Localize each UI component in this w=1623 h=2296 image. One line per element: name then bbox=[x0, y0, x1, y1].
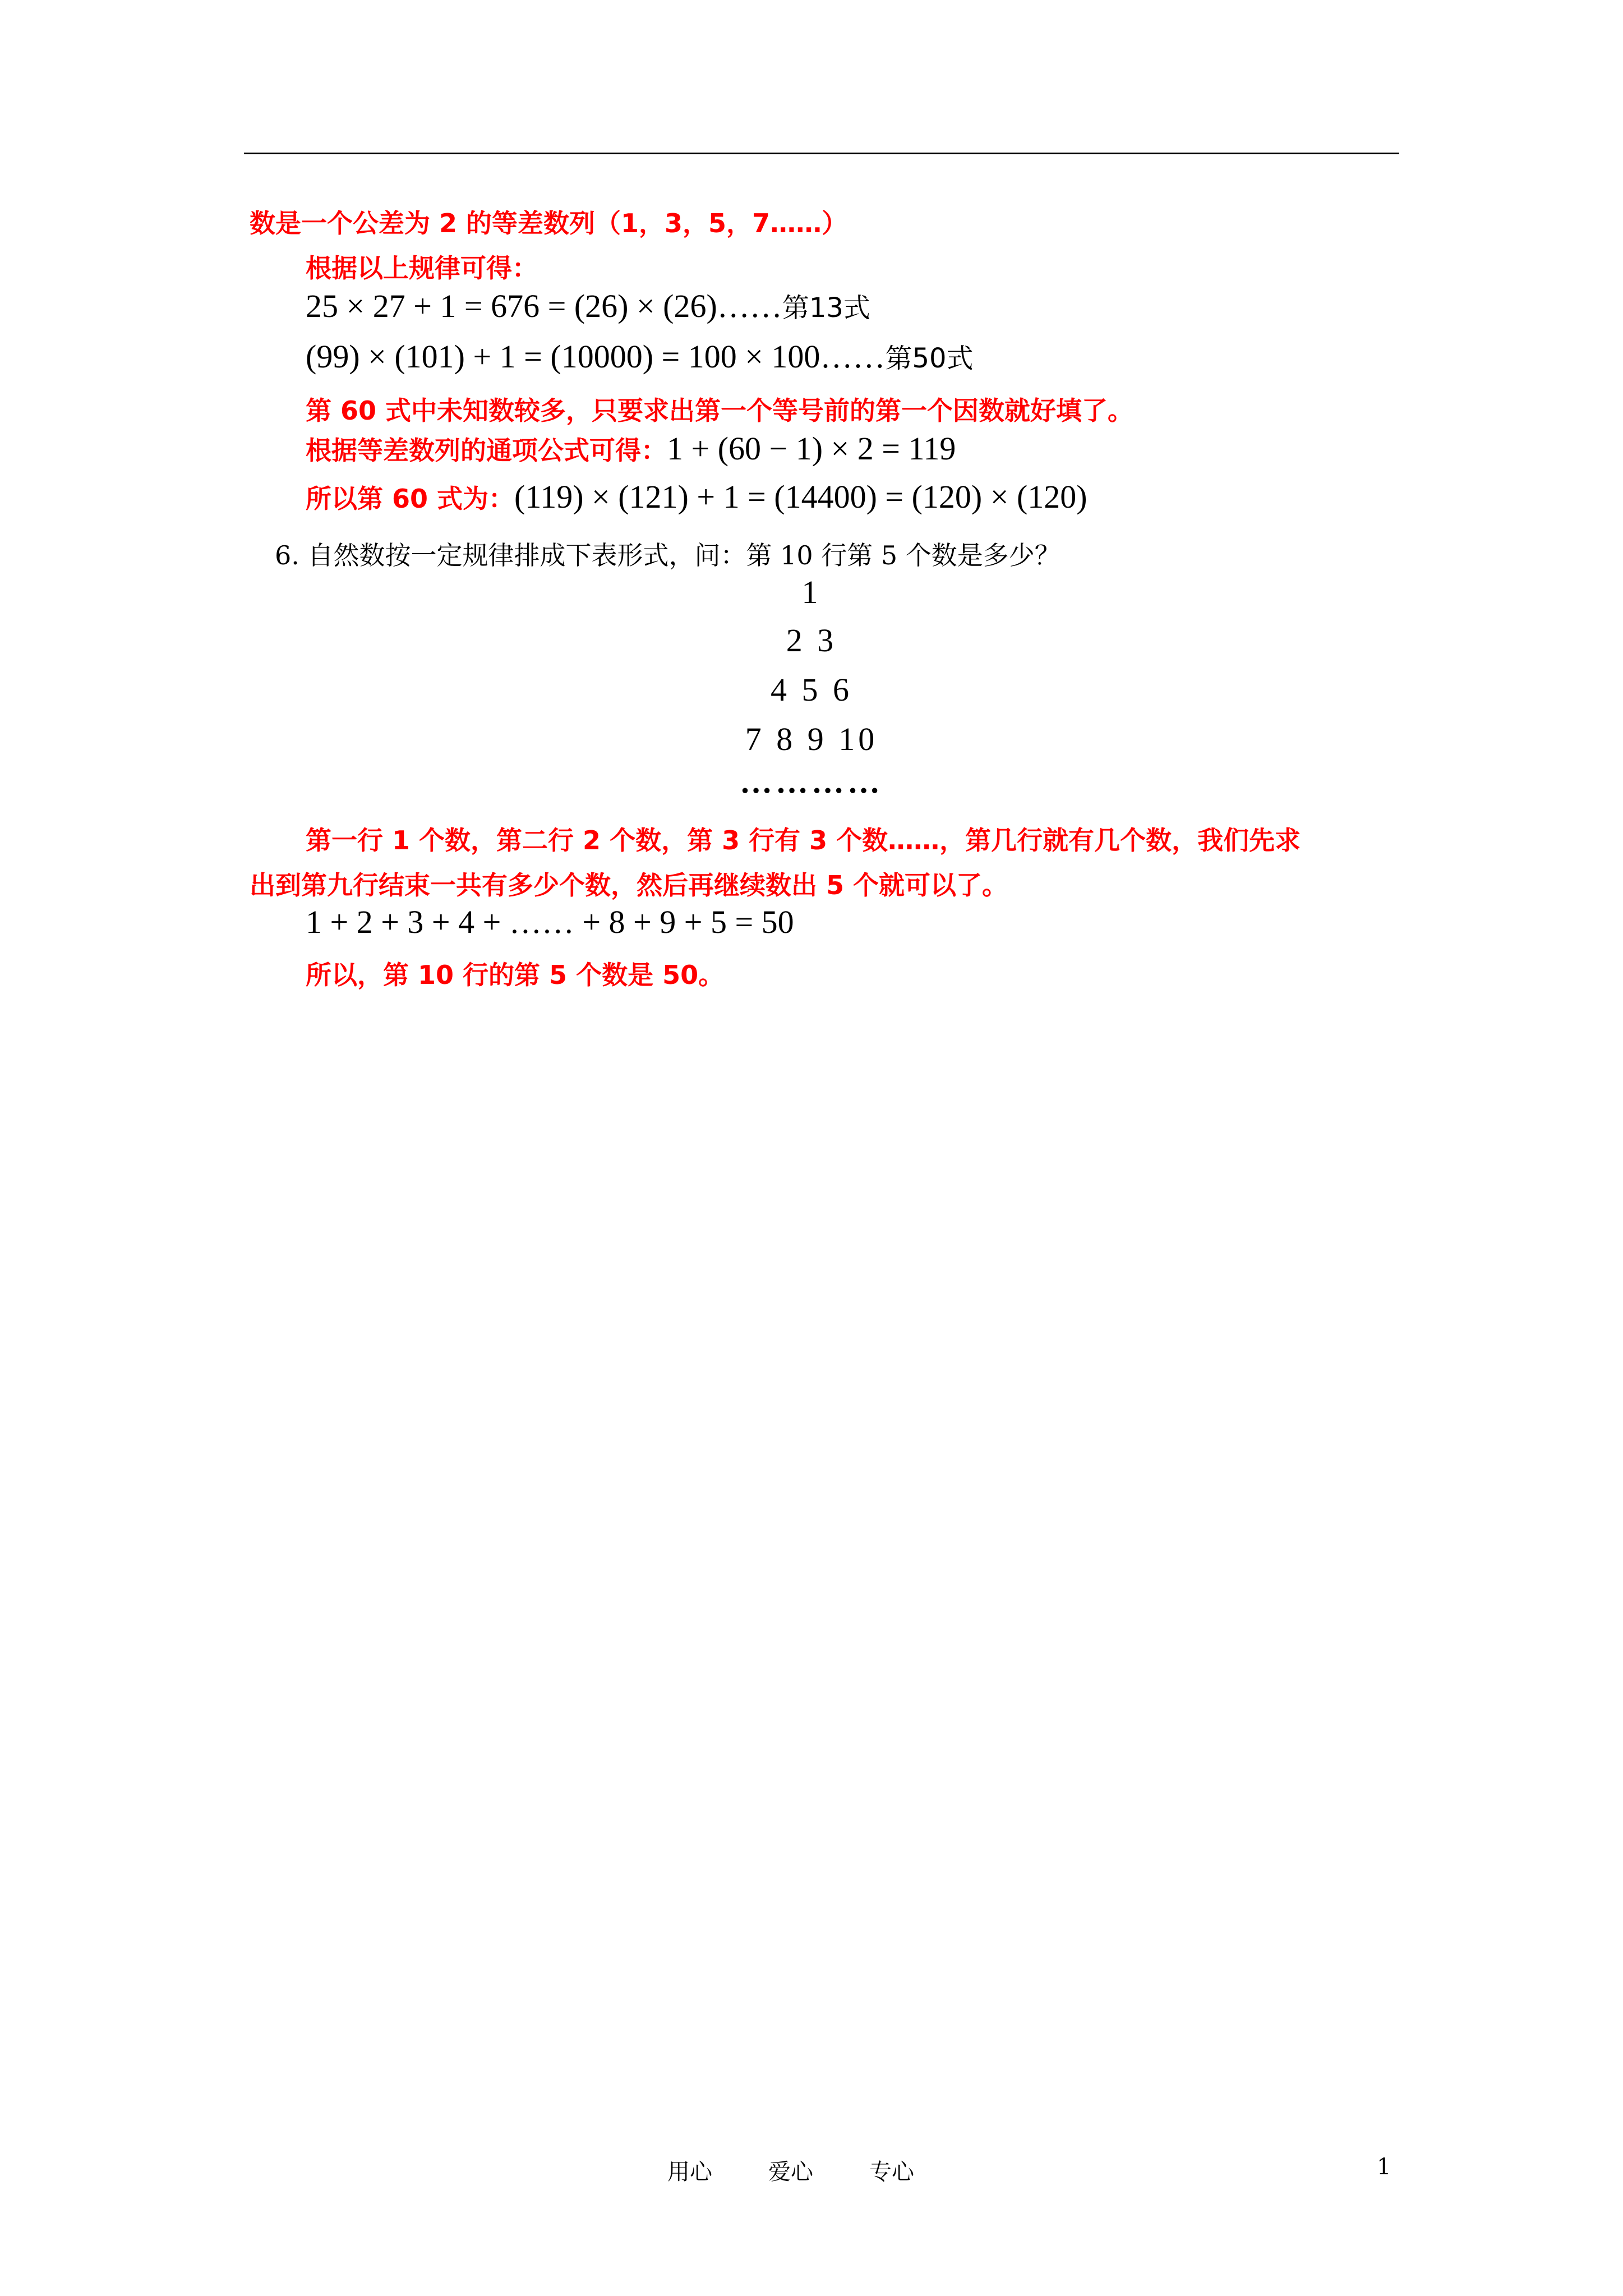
result-60th-math: (119) × (121) + 1 = (14400) = (120) × (120) bbox=[514, 478, 1087, 515]
text-line-arithmetic-sequence: 数是一个公差为 2 的等差数列（1，3，5，7……） bbox=[250, 208, 848, 238]
result-60th-intro: 所以第 60 式为： bbox=[306, 484, 515, 514]
footer-motto-3: 专心 bbox=[869, 2159, 914, 2185]
equation-13th-math: 25 × 27 + 1 = 676 = (26) × (26)…… bbox=[306, 288, 782, 324]
equation-50th bbox=[306, 337, 974, 375]
formula-math: 1 + (60 − 1) × 2 = 119 bbox=[667, 430, 956, 467]
equation-13th-label: 第13式 bbox=[782, 292, 870, 324]
result-60th-line bbox=[306, 478, 1087, 516]
triangle-row-ellipsis: ………… bbox=[740, 763, 883, 800]
answer-line-1: 第一行 1 个数，第二行 2 个数，第 3 行有 3 个数……，第几行就有几个数，我们先求 bbox=[306, 825, 1301, 855]
footer-motto-1: 用心 bbox=[667, 2159, 712, 2185]
text-line-rule-intro: 根据以上规律可得： bbox=[306, 253, 538, 283]
triangle-row-4: 7 8 9 10 bbox=[745, 721, 878, 757]
equation-50th-math: (99) × (101) + 1 = (10000) = 100 × 100…… bbox=[306, 338, 886, 375]
text-line-60th-hint: 第 60 式中未知数较多，只要求出第一个等号前的第一个因数就好填了。 bbox=[306, 395, 1134, 426]
answer-conclusion: 所以，第 10 行的第 5 个数是 50。 bbox=[306, 960, 725, 990]
triangle-row-2: 2 3 bbox=[786, 622, 837, 659]
answer-line-2: 出到第九行结束一共有多少个数，然后再继续数出 5 个就可以了。 bbox=[250, 870, 1008, 900]
formula-intro: 根据等差数列的通项公式可得： bbox=[306, 435, 667, 466]
answer-sum-equation: 1 + 2 + 3 + 4 + …… + 8 + 9 + 5 = 50 bbox=[306, 904, 794, 940]
equation-50th-label: 第50式 bbox=[885, 343, 974, 374]
triangle-row-1: 1 bbox=[801, 574, 822, 610]
page-number: 1 bbox=[1377, 2154, 1391, 2180]
triangle-row-3: 4 5 6 bbox=[771, 671, 852, 708]
equation-13th bbox=[306, 286, 870, 325]
formula-line bbox=[306, 430, 956, 467]
question-6: 6. 自然数按一定规律排成下表形式，问：第 10 行第 5 个数是多少？ bbox=[275, 540, 1061, 570]
footer-motto-2: 爱心 bbox=[768, 2159, 813, 2185]
header-rule bbox=[244, 153, 1399, 154]
